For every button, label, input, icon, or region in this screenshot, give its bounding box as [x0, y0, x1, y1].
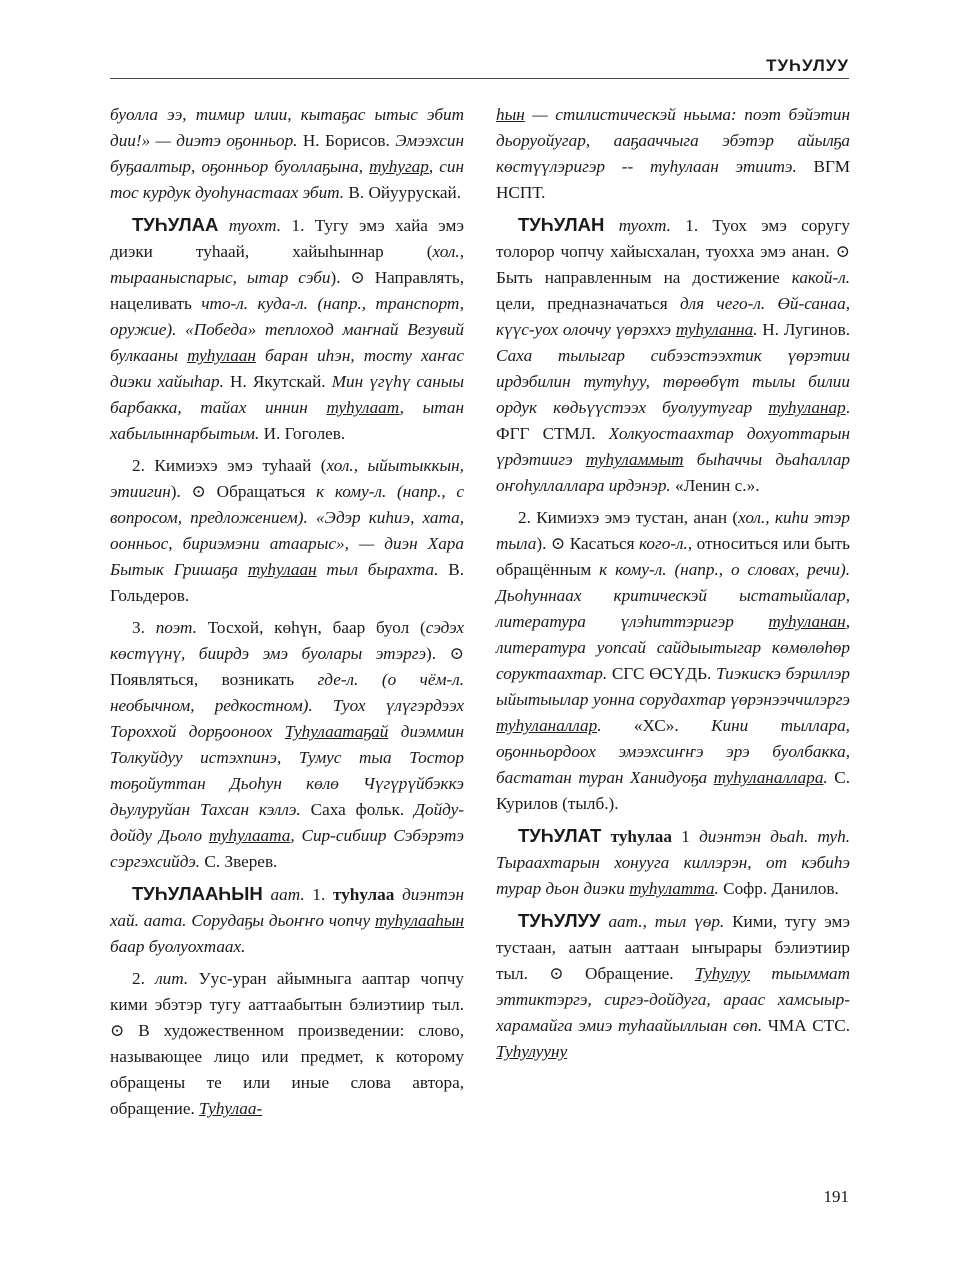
text-run: 1 [671, 827, 700, 846]
italic-text: какой-л. [791, 268, 850, 287]
headword: ТУҺУЛААҺЫН [132, 883, 263, 904]
text-run: «ХС». [601, 716, 712, 735]
right-column [496, 102, 850, 1071]
text-run [601, 827, 610, 846]
italic-text: диэммин Толкуйдуу истэхпинэ, Тумус тыа Тостор тоҕойуттан Дьоһун көлө Чүгүрүйбэккэ дьулуруйан Тахсан кэллэ. [110, 722, 464, 819]
example-keyword: туһуламмыт [585, 450, 684, 469]
text-run: И. Гоголев. [259, 424, 346, 443]
italic-text: тыыммат эттиктэргэ, сиргэ-дойдуга, араас хамсыыр-харамайга эмиэ туһаайыллыан сөп. [496, 964, 850, 1035]
italic-text: где-л. (о чём-л. необычном, редкостном). Туох үлүгэрдээх Тороххой дорҕооноох [110, 670, 464, 741]
example-keyword: туһулааһын [374, 911, 464, 930]
text-run: Софр. Данилов. [718, 879, 839, 898]
text-run: «Ленин с.». [670, 476, 760, 495]
italic-text: туохт. [604, 216, 671, 235]
text-run: В. Ойуурускай. [344, 183, 462, 202]
text-run: Уус-уран айымныга ааптар чопчу кими эбэтэр тугу ааттаабытын бэлиэтиир тыл. ⊙ В художественном произведении: слово, называющее лицо или предмет, к которому обращены те или иные слова автора, обращение. [110, 969, 465, 1118]
italic-text: баран иһэн, тосту хаҥас диэки хайыһар. [110, 346, 464, 391]
text-run: 2. Кимиэхэ эмэ туһаай ( [132, 456, 327, 475]
example-keyword: Туһулууну [496, 1042, 568, 1061]
italic-text: тыл үөр. [654, 912, 725, 931]
text-run: ). ⊙ Появляться, возникать [110, 644, 464, 689]
text-run: Н. Борисов. [297, 131, 396, 150]
text-run: Кими, тугу эмэ тустаан, аатын ааттаан ыҥырары бэлиэтиир тыл. ⊙ Обращение. [496, 912, 851, 983]
italic-text: туохт. [218, 216, 282, 235]
example-keyword: туһуланна [675, 320, 754, 339]
italic-text: Саха тылыгар сибээстээхтик үөрэтии ирдэбилин тутуһуу, төрөөбүт тылы билии ордук көдьүүстээх буолуутугар [496, 346, 850, 417]
italic-text: . [823, 768, 828, 787]
text-run: , относиться или быть обращённым [496, 534, 850, 579]
text-run: 2. Кимиэхэ эмэ тустан, анан ( [518, 508, 739, 527]
example-keyword: туһулаат [326, 398, 400, 417]
italic-text: для чего-л. Өй-санаа, күүс-уох олоччу үөрэххэ [496, 294, 850, 339]
italic-text: Эмээхсин буҕаалтыр, оҕонньор буоллаҕына, [110, 131, 464, 176]
italic-text: к кому-л. (напр., о словах, речи). Дьоһуннаах критическэй ыстатыйалар, литература үлэһиттэригэр [496, 560, 850, 631]
italic-text: Кини тыллара, оҕонньордоох эмээхсиҥҥэ эрэ буолбакка, бастатан туран Ханидуоҕа [496, 716, 850, 787]
example-keyword: туһулаан [187, 346, 256, 365]
italic-text: . [753, 320, 758, 339]
text-run: 3. [132, 618, 156, 637]
italic-text: , литература уопсай сайдыытыгар көмөлөһөр соруктаахтар. [496, 612, 850, 683]
left-column [110, 102, 464, 1128]
text-run: СГС ӨСҮДЬ. [607, 664, 716, 683]
text-run: цели, предназначаться [496, 294, 680, 313]
example-keyword: туһуланаллара [713, 768, 824, 787]
entry-paragraph [496, 212, 850, 499]
text-run: Н. Якутскай. [223, 372, 332, 391]
italic-text: хол., киһи этэр тыла [496, 508, 850, 553]
reference-word: туһулаа [610, 827, 672, 846]
italic-text: . [714, 879, 719, 898]
text-run: ВГМ НСПТ. [496, 157, 850, 202]
example-keyword: туһуланаллар [496, 716, 598, 735]
entry-paragraph [110, 615, 464, 875]
example-keyword: туһулатта [629, 879, 715, 898]
text-run: ЧМА СТС. [762, 1016, 850, 1035]
text-run: . ФГГ СТМЛ. [496, 398, 850, 443]
italic-text: , син тос курдук дуоһунастаах эбит. [110, 157, 464, 202]
text-run: Саха фольк. [300, 800, 415, 819]
italic-text: быһаччы дьаһаллар оҥоһуллаллара ирдэнэр. [496, 450, 851, 495]
headword: ТУҺУЛАА [132, 214, 219, 235]
example-keyword: туһулаан [247, 560, 317, 579]
example-keyword: Туһулуу [694, 964, 751, 983]
italic-text: диэнтэн дьаһ. туһ. Тыраахтарын хонууга киллэрэн, от кэбиһэ турар дьон диэки [496, 827, 851, 898]
text-run: В. Гольдеров. [110, 560, 465, 605]
italic-text: буолла ээ, тимир илии, кытаҕас ытыс эбит дии!» — диэтэ оҕонньор. [110, 105, 464, 150]
example-keyword: һын [496, 105, 525, 124]
entry-paragraph [496, 823, 850, 902]
example-keyword: туһуланан [768, 612, 846, 631]
italic-text: диэнтэн хай. аата. Сорудаҕы дьоҥҥо чопчу [110, 885, 464, 930]
italic-text: хол., тырааныспарыс, ытар сэби [110, 242, 464, 287]
text-run: , [642, 912, 655, 931]
headword: ТУҺУЛАН [518, 214, 605, 235]
entry-paragraph [110, 102, 464, 206]
headword: ТУҺУЛАТ [518, 825, 602, 846]
text-run: 2. [132, 969, 156, 988]
entry-paragraph [110, 966, 464, 1122]
italic-text: сэдэх көстүүнү, биирдэ эмэ буолары этэргэ [110, 618, 464, 663]
example-keyword: Туһулаа- [199, 1099, 263, 1118]
example-keyword: туһуланар [768, 398, 846, 417]
italic-text: баар буолуохтаах. [110, 937, 246, 956]
entry-paragraph [496, 102, 850, 206]
italic-text: лит. [155, 969, 189, 988]
italic-text: что-л. куда-л. (напр., транспорт, оружие). «Победа» теплоход маҥнай Везувий булкааны [110, 294, 464, 365]
page-number: 191 [823, 1187, 849, 1206]
italic-text: поэт. [155, 618, 197, 637]
italic-text: к кому-л. (напр., с вопросом, предложением). «Эдэр киһиэ, хата, оонньос, бириэмэни атаарыс», — диэн Хара Бытык Гришаҕа [110, 482, 464, 579]
header-rule [110, 78, 849, 79]
text-run: ). ⊙ Обращаться [170, 482, 317, 501]
text-run: ). ⊙ Направлять, нацеливать [110, 268, 464, 313]
italic-text: Тиэкискэ бэриллэр ыйытыылар уонна сорудахтар үөрэнээччилэргэ [496, 664, 850, 709]
italic-text: — стилистическэй ньыма: поэт бэйэтин дьоруойугар, ааҕааччыга эбэтэр айылҕа көстүүлэригэр -- туһулаан этиитэ. [496, 105, 850, 176]
italic-text: аат. [600, 912, 643, 931]
text-run: Тосхой, көһүн, баар буол ( [196, 618, 426, 637]
italic-text: тыл бырахта. [316, 560, 439, 579]
text-run: С. Курилов (тылб.). [496, 768, 851, 813]
reference-word: туһулаа [332, 885, 395, 904]
entry-paragraph [496, 505, 850, 817]
italic-text: Мин үгүһү саныы барбакка, тайах иннин [110, 372, 465, 417]
running-head: ТУҺУЛУУ [766, 56, 849, 75]
entry-paragraph [110, 881, 464, 960]
italic-text: аат. [262, 885, 305, 904]
italic-text: , ытан хабылыннарбытым. [110, 398, 464, 443]
example-keyword: Туһулаатаҕай [284, 722, 389, 741]
entry-paragraph [110, 212, 464, 447]
italic-text: , Сир-сибиир Сэбэрэтэ сэргэхсийдэ. [110, 826, 464, 871]
headword: ТУҺУЛУУ [518, 910, 601, 931]
italic-text: кого-л. [639, 534, 688, 553]
italic-text: . [597, 716, 602, 735]
text-run: 1. Тугу эмэ хайа эмэ диэки туһаай, хайыһыннар ( [110, 216, 464, 261]
entry-paragraph [110, 453, 464, 609]
text-run: С. Зверев. [200, 852, 278, 871]
example-keyword: туһугар [369, 157, 429, 176]
example-keyword: туһулаата [208, 826, 291, 845]
text-run: Н. Лугинов. [757, 320, 851, 339]
italic-text: Холкуостаахтар дохуоттарын үрдэтиигэ [496, 424, 850, 469]
italic-text: хол., ыйытыккын, этиигин [110, 456, 464, 501]
italic-text: Дойду-дойду Дьоло [110, 800, 464, 845]
text-run: ). ⊙ Касаться [536, 534, 640, 553]
text-run: 1. Туох эмэ соругу толорор чопчу хайысхалан, туохха эмэ анан. ⊙ Быть направленным на достижение [496, 216, 850, 287]
entry-paragraph [496, 908, 850, 1065]
text-run: 1. [304, 885, 333, 904]
